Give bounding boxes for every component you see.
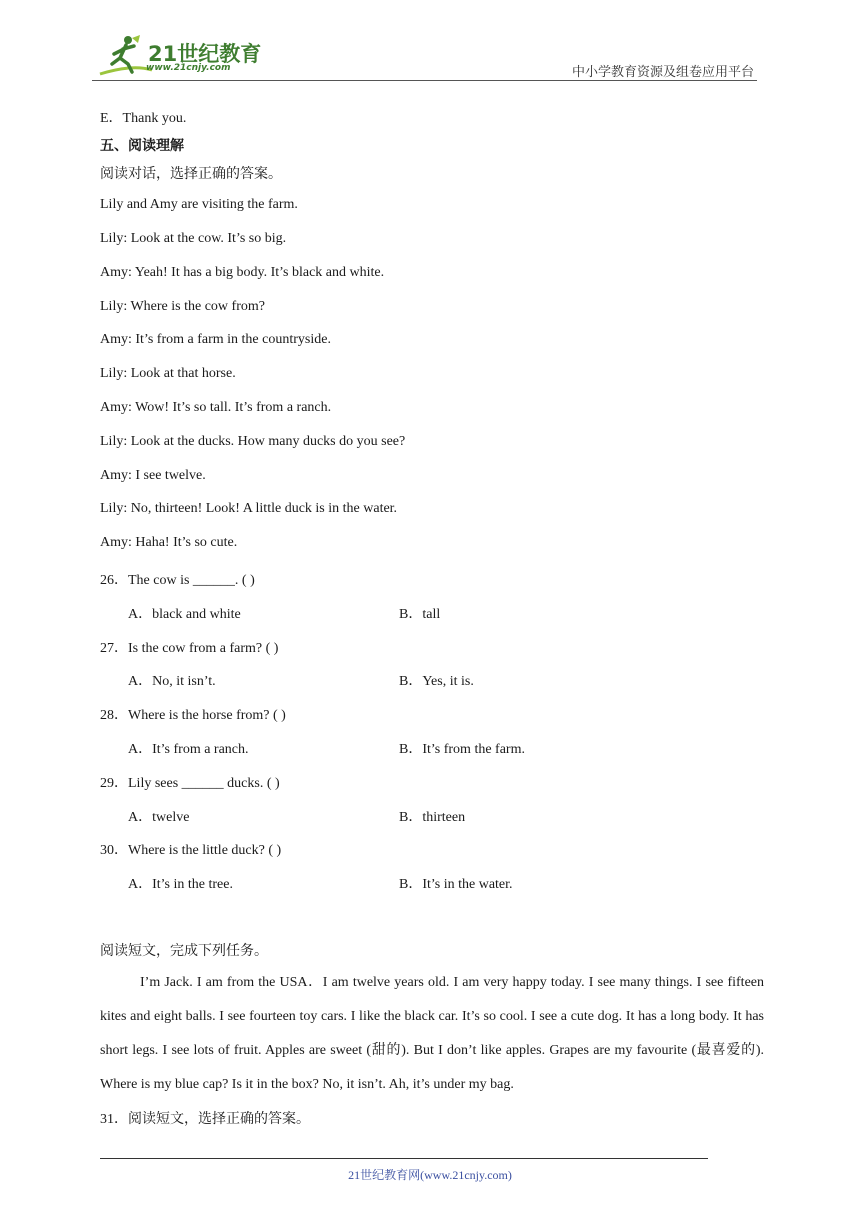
option-30-a: A．It’s in the tree. <box>128 877 233 892</box>
logo-text: 21世纪教育 <box>148 42 262 66</box>
option-29-a: A．twelve <box>128 810 190 825</box>
question-31: 31．阅读短文，选择正确的答案。 <box>100 1112 310 1127</box>
dialogue-line: Amy: It’s from a farm in the countryside. <box>100 332 331 347</box>
question-30: 30．Where is the little duck? ( ) <box>100 843 282 858</box>
option-26-b: B．tall <box>399 607 441 622</box>
reading-passage <box>100 966 764 1102</box>
dialogue-line: Amy: I see twelve. <box>100 468 206 483</box>
option-e: E．Thank you. <box>100 111 187 126</box>
dialogue-line: Amy: Haha! It’s so cute. <box>100 535 238 550</box>
page-header <box>0 0 860 90</box>
passage-text: I’m Jack. I am from the USA．I am twelve years old. I am very happy today. I see many things. I see fifteen kites and eight balls. I see fourteen toy cars. I like the black car. It’s so cool. I see a cute dog. It has a long body. It has short legs. I see lots of fruit. Apples are sweet (甜的). But I don’t like apples. Grapes are my favourite (最喜爱的). Where is my blue cap? Is it in the box? No, it isn’t. Ah, it’s under my bag. <box>100 975 764 1092</box>
dialogue-line: Lily: Where is the cow from? <box>100 299 265 314</box>
dialogue-line: Amy: Yeah! It has a big body. It’s black and white. <box>100 265 385 280</box>
dialogue-line: Lily: No, thirteen! Look! A little duck is in the water. <box>100 501 398 516</box>
header-divider <box>92 80 757 81</box>
option-30-b: B．It’s in the water. <box>399 877 513 892</box>
option-28-a: A．It’s from a ranch. <box>128 742 249 757</box>
instruction-dialogue: 阅读对话，选择正确的答案。 <box>100 167 282 182</box>
question-27: 27．Is the cow from a farm? ( ) <box>100 641 279 656</box>
dialogue-line: Lily: Look at the ducks. How many ducks do you see? <box>100 434 406 449</box>
option-27-a: A．No, it isn’t. <box>128 674 216 689</box>
option-27-b: B．Yes, it is. <box>399 674 474 689</box>
dialogue-line: Lily: Look at that horse. <box>100 366 236 381</box>
logo-url: www.21cnjy.com <box>146 63 231 73</box>
question-26: 26．The cow is ______. ( ) <box>100 573 255 588</box>
section-title: 五、阅读理解 <box>100 139 184 154</box>
dialogue-intro: Lily and Amy are visiting the farm. <box>100 197 298 212</box>
footer-text: 21世纪教育网(www.21cnjy.com) <box>348 1168 512 1182</box>
platform-title: 中小学教育资源及组卷应用平台 <box>571 64 754 79</box>
question-29: 29．Lily sees ______ ducks. ( ) <box>100 776 280 791</box>
option-28-b: B．It’s from the farm. <box>399 742 525 757</box>
option-29-b: B．thirteen <box>399 810 466 825</box>
dialogue-line: Amy: Wow! It’s so tall. It’s from a ranch. <box>100 400 332 415</box>
dialogue-line: Lily: Look at the cow. It’s so big. <box>100 231 287 246</box>
question-28: 28．Where is the horse from? ( ) <box>100 708 286 723</box>
footer-divider <box>100 1158 708 1159</box>
instruction-passage: 阅读短文，完成下列任务。 <box>100 944 268 959</box>
option-26-a: A．black and white <box>128 607 241 622</box>
